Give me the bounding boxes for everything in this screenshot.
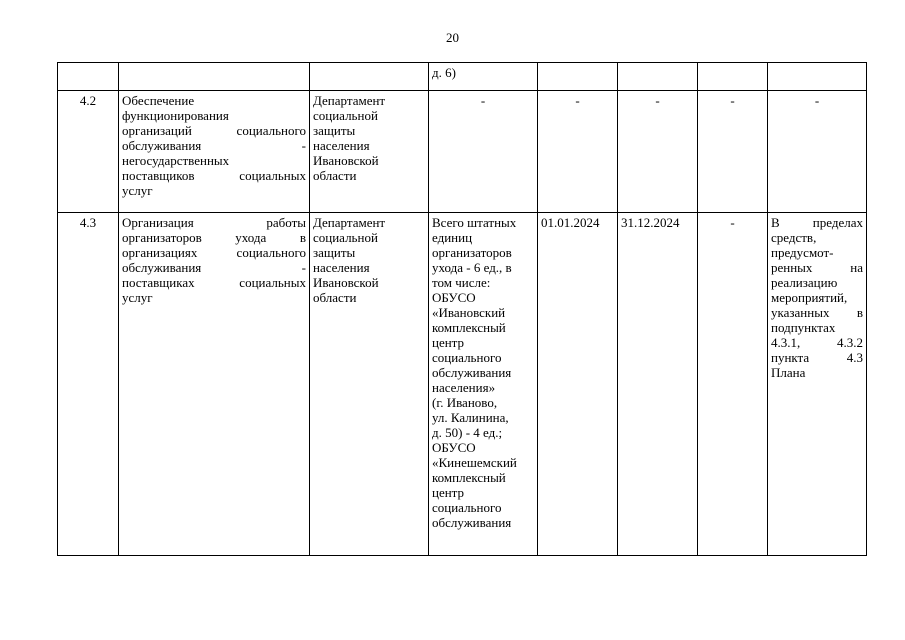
- indicator-line: ухода - 6 ед., в: [432, 260, 512, 275]
- executor-line: Ивановской: [313, 275, 379, 290]
- table-row-continuation: [58, 63, 867, 91]
- cell-empty: [618, 63, 698, 91]
- indicator-line: обслуживания: [432, 515, 512, 530]
- executor-cell: [310, 213, 429, 556]
- indicator-line: том числе:: [432, 275, 491, 290]
- executor-line: населения: [313, 260, 370, 275]
- indicator-line: социального: [432, 500, 502, 515]
- funding-line: пункта 4.3: [771, 350, 863, 365]
- executor-line: социальной: [313, 230, 378, 245]
- funding-line: В пределах: [771, 215, 863, 230]
- activity-line: организаторов ухода в: [122, 230, 306, 245]
- indicator-cell: [429, 213, 538, 556]
- end-date-cell: -: [618, 91, 698, 213]
- cell-empty: [538, 63, 618, 91]
- cell-empty: [58, 63, 119, 91]
- page-number: 20: [446, 30, 459, 45]
- activity-line: поставщиках социальных: [122, 275, 306, 290]
- start-date-cell: 01.01.2024: [538, 213, 618, 556]
- funding-line: реализацию: [771, 275, 838, 290]
- indicator-line: ул. Калинина,: [432, 410, 509, 425]
- row-number: 4.3: [58, 213, 119, 556]
- executor-line: Департамент: [313, 93, 386, 108]
- activity-line: услуг: [122, 290, 153, 305]
- activity-line: организаций социального: [122, 123, 306, 138]
- cell-empty: [119, 63, 310, 91]
- indicator-line: д. 50) - 4 ед.;: [432, 425, 503, 440]
- executor-line: Ивановской: [313, 153, 379, 168]
- funding-line: средств,: [771, 230, 817, 245]
- funding-line: мероприятий,: [771, 290, 848, 305]
- executor-line: защиты: [313, 245, 356, 260]
- indicator-line: единиц: [432, 230, 473, 245]
- activity-line: Организация работы: [122, 215, 306, 230]
- activity-line: функционирования: [122, 108, 229, 123]
- activity-line: обслуживания -: [122, 260, 306, 275]
- cell-empty: [768, 63, 867, 91]
- funding-cell: [768, 213, 867, 556]
- funding-line: подпунктах: [771, 320, 836, 335]
- col7-cell: -: [698, 91, 768, 213]
- activity-line: организациях социального: [122, 245, 306, 260]
- executor-line: области: [313, 168, 357, 183]
- indicator-line: центр: [432, 485, 465, 500]
- col7-cell: -: [698, 213, 768, 556]
- activity-line: поставщиков социальных: [122, 168, 306, 183]
- indicator-line: (г. Иваново,: [432, 395, 498, 410]
- executor-line: Департамент: [313, 215, 386, 230]
- funding-line: 4.3.1, 4.3.2: [771, 335, 863, 350]
- executor-cell: [310, 91, 429, 213]
- table-row-4-3: [58, 213, 867, 556]
- indicator-line: ОБУСО: [432, 440, 476, 455]
- plan-table: [57, 62, 867, 556]
- activity-cell: [119, 213, 310, 556]
- activity-line: услуг: [122, 183, 153, 198]
- funding-line: ренных на: [771, 260, 863, 275]
- activity-line: Обеспечение: [122, 93, 195, 108]
- start-date-cell: -: [538, 91, 618, 213]
- executor-line: социальной: [313, 108, 378, 123]
- indicator-line: комплексный: [432, 320, 506, 335]
- indicator-line: социального: [432, 350, 502, 365]
- indicator-line: населения»: [432, 380, 496, 395]
- indicator-line: организаторов: [432, 245, 512, 260]
- executor-line: области: [313, 290, 357, 305]
- executor-line: защиты: [313, 123, 356, 138]
- activity-line: негосударственных: [122, 153, 230, 168]
- executor-line: населения: [313, 138, 370, 153]
- indicator-line: Всего штатных: [432, 215, 517, 230]
- funding-line: Плана: [771, 365, 806, 380]
- row-number: 4.2: [58, 91, 119, 213]
- funding-line: указанных в: [771, 305, 863, 320]
- activity-line: обслуживания -: [122, 138, 306, 153]
- indicator-line: центр: [432, 335, 465, 350]
- indicator-line: обслуживания: [432, 365, 512, 380]
- indicator-line: комплексный: [432, 470, 506, 485]
- indicator-line: ОБУСО: [432, 290, 476, 305]
- cell-empty: [310, 63, 429, 91]
- cell-empty: [698, 63, 768, 91]
- activity-cell: [119, 91, 310, 213]
- indicator-cell: -: [429, 91, 538, 213]
- table-row-4-2: [58, 91, 867, 213]
- cell-address-continuation: д. 6): [429, 63, 538, 91]
- funding-line: предусмот-: [771, 245, 834, 260]
- col8-cell: -: [768, 91, 867, 213]
- end-date-cell: 31.12.2024: [618, 213, 698, 556]
- indicator-line: «Ивановский: [432, 305, 506, 320]
- indicator-line: «Кинешемский: [432, 455, 517, 470]
